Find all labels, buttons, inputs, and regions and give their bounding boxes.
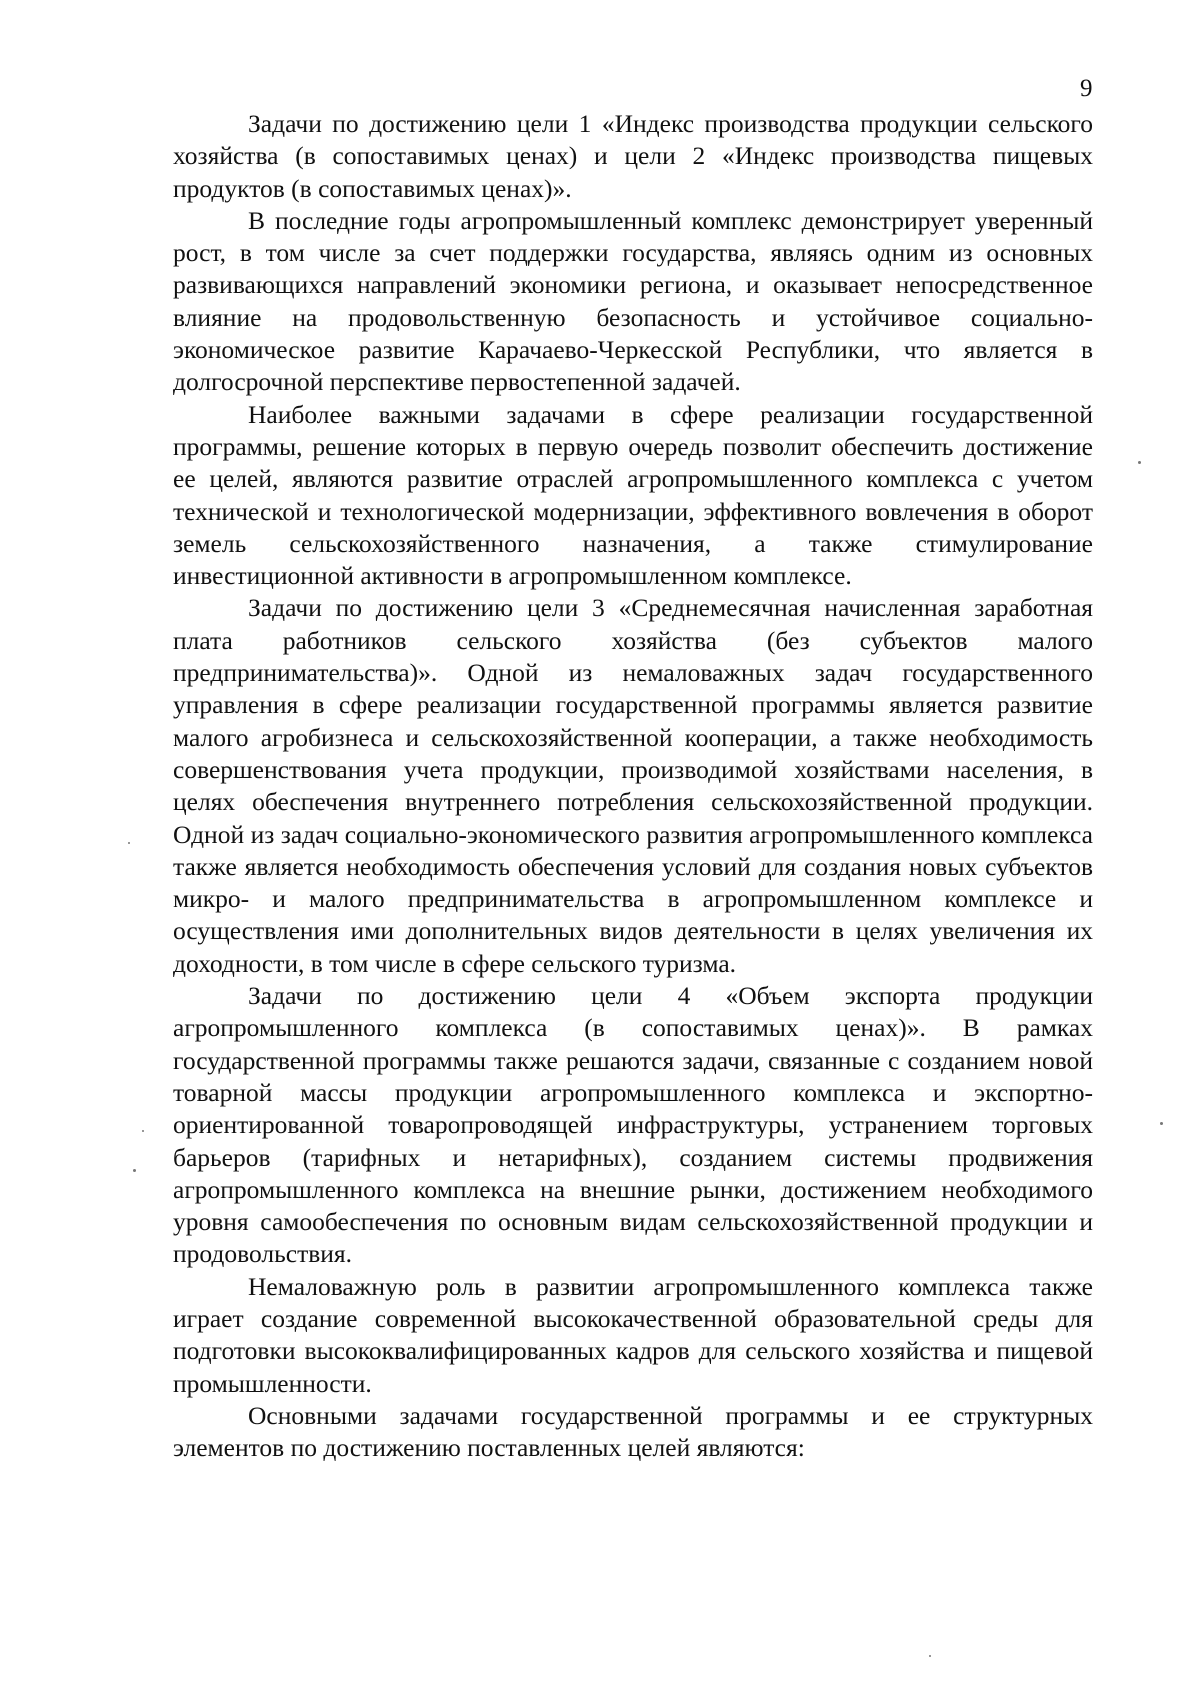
scan-speck — [929, 1655, 931, 1657]
scan-speck — [1160, 1122, 1163, 1125]
scan-speck — [133, 1169, 136, 1172]
paragraph-goal-1-2: Задачи по достижению цели 1 «Индекс производства продукции сельского хозяйства (в сопоставимых ценах) и цели 2 «Индекс производства пищевых продуктов (в сопоставимых ценах)». — [173, 109, 1093, 203]
scan-speck — [128, 842, 130, 844]
paragraph-agro-growth: В последние годы агропромышленный комплекс демонстрирует уверенный рост, в том числе за счет поддержки государства, являясь одним из основных развивающихся направлений экономики региона, и оказывает непосредственное влияние на продовольственную безопасность и устойчивое социально-экономическое развитие Карачаево-Черкесской Республики, что является в долгосрочной перспективе первостепенной задачей. — [173, 205, 1093, 397]
paragraph-key-tasks: Наиболее важными задачами в сфере реализации государственной программы, решение которых в первую очередь позволит обеспечить достижение ее целей, являются развитие отраслей агропромышленного комплекса с учетом технической и технологической модернизации, эффективного вовлечения в оборот земель сельскохозяйственного назначения, а также стимулирование инвестиционной активности в агропромышленном комплексе. — [173, 399, 1093, 591]
page-number: 9 — [1080, 75, 1093, 102]
paragraph-main-tasks: Основными задачами государственной программы и ее структурных элементов по достижению поставленных целей являются: — [173, 1400, 1093, 1463]
paragraph-education: Немаловажную роль в развитии агропромышленного комплекса также играет создание современной высококачественной образовательной среды для подготовки высококвалифицированных кадров для сельского хозяйства и пищевой промышленности. — [173, 1271, 1093, 1398]
paragraph-goal-3: Задачи по достижению цели 3 «Среднемесячная начисленная заработная плата работников сельского хозяйства (без субъектов малого предпринимательства)». Одной из немаловажных задач государственного управления в сфере реализации государственной программы является развитие малого агробизнеса и сельскохозяйственной кооперации, а также необходимость совершенствования учета продукции, производимой хозяйствами населения, в целях обеспечения внутреннего потребления сельскохозяйственной продукции. Одной из задач социально-экономического развития агропромышленного комплекса также является необходимость обеспечения условий для создания новых субъектов микро- и малого предпринимательства в агропромышленном комплексе и осуществления ими дополнительных видов деятельности в целях увеличения их доходности, в том числе в сфере сельского туризма. — [173, 593, 1093, 978]
body-text — [173, 108, 1093, 1464]
scan-speck — [1138, 461, 1141, 464]
scan-speck — [142, 1130, 144, 1132]
paragraph-goal-4: Задачи по достижению цели 4 «Объем экспорта продукции агропромышленного комплекса (в сопоставимых ценах)». В рамках государственной программы также решаются задачи, связанные с созданием новой товарной массы продукции агропромышленного комплекса и экспортно-ориентированной товаропроводящей инфраструктуры, устранением торговых барьеров (тарифных и нетарифных), созданием системы продвижения агропромышленного комплекса на внешние рынки, достижением необходимого уровня самообеспечения по основным видам сельскохозяйственной продукции и продовольствия. — [173, 981, 1093, 1269]
